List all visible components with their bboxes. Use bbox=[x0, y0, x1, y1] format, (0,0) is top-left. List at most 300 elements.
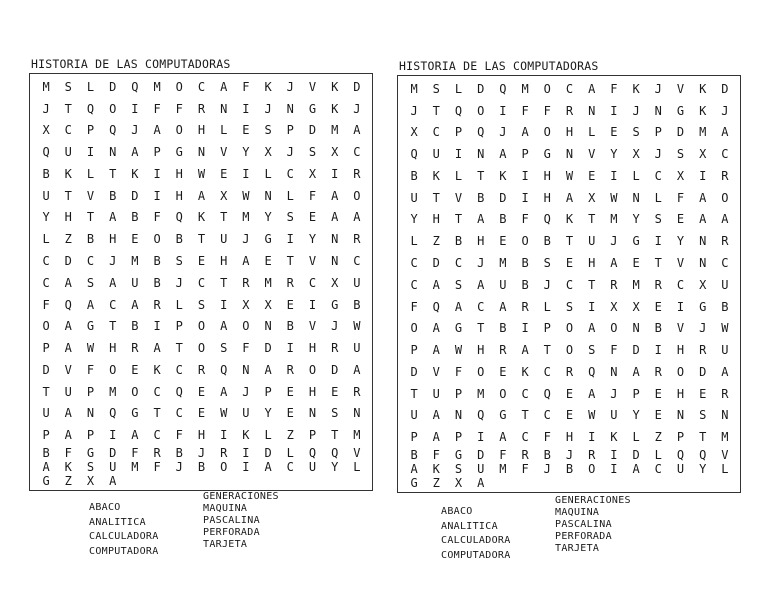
grid-letter: A bbox=[699, 190, 707, 205]
grid-letter: I bbox=[220, 428, 228, 443]
grid-letter: C bbox=[86, 253, 95, 268]
grid-letter: V bbox=[721, 447, 729, 462]
grid-letter: U bbox=[242, 406, 250, 421]
grid-letter: C bbox=[153, 428, 161, 443]
grid-letter: J bbox=[175, 275, 183, 290]
grid-letter: C bbox=[565, 81, 574, 96]
word-item: GENERACIONES bbox=[555, 495, 631, 506]
word-item: PERFORADA bbox=[555, 531, 612, 542]
grid-letter: D bbox=[353, 79, 361, 94]
grid-letter: H bbox=[64, 210, 72, 225]
grid-letter: L bbox=[721, 461, 729, 476]
grid-letter: A bbox=[264, 362, 272, 377]
grid-letter: B bbox=[521, 277, 529, 292]
grid-letter: K bbox=[64, 459, 72, 474]
grid-letter: J bbox=[477, 255, 485, 270]
grid-letter: G bbox=[131, 406, 139, 421]
grid-letter: B bbox=[353, 297, 361, 312]
grid-letter: V bbox=[353, 445, 361, 460]
grid-letter: S bbox=[699, 408, 707, 423]
grid-letter: U bbox=[610, 408, 618, 423]
grid-letter: D bbox=[331, 362, 339, 377]
grid-letter: E bbox=[264, 253, 272, 268]
grid-letter: F bbox=[242, 341, 250, 356]
word-item: ABACO bbox=[89, 502, 121, 513]
grid-letter: A bbox=[197, 188, 206, 203]
grid-letter: N bbox=[565, 147, 574, 162]
grid-letter: P bbox=[264, 384, 272, 399]
grid-letter: R bbox=[565, 364, 574, 379]
grid-letter: R bbox=[610, 277, 618, 292]
grid-letter: C bbox=[676, 277, 685, 292]
grid-letter: C bbox=[432, 125, 440, 140]
grid-letter: T bbox=[588, 212, 596, 227]
grid-letter: I bbox=[676, 299, 685, 314]
puzzle-title: HISTORIA DE LAS COMPUTADORAS bbox=[399, 59, 599, 73]
grid-letter: G bbox=[454, 321, 463, 336]
grid-letter: M bbox=[131, 459, 139, 474]
grid-letter: J bbox=[353, 101, 361, 116]
grid-letter: B bbox=[499, 212, 507, 227]
grid-letter: D bbox=[676, 125, 685, 140]
grid-letter: I bbox=[699, 168, 707, 183]
grid-letter: T bbox=[109, 166, 117, 181]
grid-letter: Z bbox=[64, 232, 72, 247]
grid-letter: I bbox=[331, 166, 339, 181]
grid-letter: K bbox=[331, 101, 339, 116]
grid-letter: Q bbox=[86, 101, 95, 116]
grid-letter: X bbox=[220, 188, 228, 203]
grid-letter: A bbox=[153, 123, 161, 138]
grid-letter: F bbox=[131, 445, 139, 460]
grid-letter: A bbox=[721, 212, 729, 227]
word-item: ANALITICA bbox=[441, 520, 498, 532]
grid-letter: F bbox=[153, 210, 161, 225]
grid-letter: O bbox=[565, 321, 574, 336]
grid-letter: D bbox=[632, 343, 640, 358]
grid-letter: A bbox=[721, 364, 729, 379]
grid-letter: K bbox=[432, 168, 440, 183]
grid-letter: T bbox=[432, 103, 440, 118]
grid-letter: E bbox=[565, 408, 574, 423]
grid-letter: T bbox=[477, 321, 485, 336]
grid-letter: P bbox=[175, 319, 183, 334]
grid-letter: A bbox=[153, 341, 161, 356]
grid-letter: T bbox=[454, 212, 463, 227]
grid-letter: L bbox=[86, 166, 95, 181]
grid-letter: G bbox=[543, 147, 551, 162]
grid-letter: K bbox=[197, 210, 206, 225]
grid-letter: M bbox=[499, 255, 507, 270]
grid-letter: U bbox=[131, 275, 139, 290]
grid-letter: E bbox=[588, 168, 596, 183]
grid-letter: B bbox=[543, 234, 551, 249]
grid-letter: A bbox=[588, 81, 596, 96]
grid-letter: N bbox=[308, 406, 317, 421]
grid-letter: T bbox=[565, 234, 574, 249]
grid-letter: X bbox=[86, 473, 95, 488]
grid-letter: R bbox=[588, 447, 596, 462]
grid-letter: J bbox=[543, 277, 551, 292]
grid-letter: A bbox=[353, 210, 361, 225]
grid-letter: P bbox=[86, 384, 95, 399]
grid-letter: J bbox=[499, 125, 507, 140]
grid-letter: S bbox=[86, 459, 95, 474]
grid-letter: S bbox=[220, 341, 228, 356]
grid-letter: C bbox=[543, 364, 551, 379]
grid-letter: O bbox=[565, 343, 574, 358]
grid-letter: P bbox=[86, 428, 95, 443]
grid-letter: M bbox=[242, 210, 250, 225]
grid-letter: I bbox=[131, 101, 139, 116]
grid-letter: A bbox=[64, 341, 72, 356]
grid-letter: X bbox=[331, 275, 339, 290]
grid-letter: N bbox=[477, 147, 485, 162]
grid-letter: Y bbox=[610, 147, 618, 162]
grid-letter: U bbox=[353, 275, 361, 290]
grid-letter: I bbox=[242, 459, 250, 474]
grid-letter: D bbox=[109, 79, 117, 94]
grid-letter: H bbox=[477, 343, 485, 358]
grid-letter: A bbox=[220, 384, 228, 399]
grid-letter: C bbox=[410, 255, 418, 270]
grid-letter: T bbox=[331, 428, 339, 443]
grid-letter: F bbox=[308, 188, 317, 203]
grid-letter: Z bbox=[432, 475, 440, 490]
grid-letter: X bbox=[632, 299, 640, 314]
grid-letter: A bbox=[521, 343, 529, 358]
grid-letter: L bbox=[543, 299, 551, 314]
grid-letter: R bbox=[286, 362, 294, 377]
grid-letter: A bbox=[699, 212, 707, 227]
grid-letter: I bbox=[588, 430, 596, 445]
grid-letter: I bbox=[286, 341, 294, 356]
grid-letter: O bbox=[543, 81, 551, 96]
grid-letter: A bbox=[588, 386, 596, 401]
grid-letter: V bbox=[308, 319, 317, 334]
grid-letter: J bbox=[721, 103, 729, 118]
grid-letter: B bbox=[42, 166, 50, 181]
grid-letter: I bbox=[153, 166, 161, 181]
grid-letter: I bbox=[477, 430, 485, 445]
grid-letter: I bbox=[499, 103, 507, 118]
grid-letter: U bbox=[721, 343, 729, 358]
grid-letter: J bbox=[286, 79, 294, 94]
grid-letter: R bbox=[353, 166, 361, 181]
grid-letter: U bbox=[676, 461, 685, 476]
grid-letter: T bbox=[175, 341, 183, 356]
grid-letter: N bbox=[264, 188, 272, 203]
grid-letter: I bbox=[521, 321, 529, 336]
grid-letter: V bbox=[308, 253, 317, 268]
grid-letter: J bbox=[197, 445, 206, 460]
grid-letter: J bbox=[331, 319, 339, 334]
grid-letter: Y bbox=[410, 212, 418, 227]
grid-letter: T bbox=[432, 190, 440, 205]
grid-letter: M bbox=[632, 277, 640, 292]
grid-letter: S bbox=[632, 125, 640, 140]
grid-letter: A bbox=[64, 406, 72, 421]
grid-letter: M bbox=[353, 428, 361, 443]
grid-letter: R bbox=[654, 277, 662, 292]
grid-letter: F bbox=[153, 101, 161, 116]
grid-letter: X bbox=[610, 299, 618, 314]
grid-letter: B bbox=[175, 232, 183, 247]
grid-letter: V bbox=[432, 364, 440, 379]
word-item: COMPUTADORA bbox=[89, 545, 159, 557]
grid-letter: F bbox=[610, 343, 618, 358]
grid-letter: F bbox=[521, 212, 529, 227]
grid-letter: J bbox=[175, 459, 183, 474]
grid-letter: N bbox=[699, 234, 707, 249]
puzzle-right bbox=[397, 59, 741, 499]
grid-letter: U bbox=[721, 277, 729, 292]
grid-letter: C bbox=[543, 408, 551, 423]
grid-letter: U bbox=[353, 341, 361, 356]
grid-letter: P bbox=[454, 125, 463, 140]
word-item: GENERACIONES bbox=[203, 491, 279, 502]
grid-letter: R bbox=[153, 297, 161, 312]
grid-letter: S bbox=[543, 255, 551, 270]
grid-letter: F bbox=[410, 299, 418, 314]
grid-letter: S bbox=[286, 210, 294, 225]
grid-letter: N bbox=[242, 362, 250, 377]
grid-letter: C bbox=[286, 459, 294, 474]
grid-letter: S bbox=[308, 145, 317, 160]
grid-letter: F bbox=[42, 297, 50, 312]
grid-letter: R bbox=[565, 103, 574, 118]
grid-letter: D bbox=[721, 81, 729, 96]
grid-letter: Y bbox=[308, 232, 317, 247]
grid-letter: H bbox=[175, 188, 183, 203]
grid-letter: R bbox=[220, 445, 228, 460]
grid-letter: C bbox=[454, 255, 463, 270]
grid-letter: E bbox=[286, 297, 294, 312]
grid-letter: C bbox=[109, 297, 117, 312]
grid-letter: N bbox=[654, 103, 662, 118]
grid-letter: R bbox=[197, 101, 206, 116]
grid-letter: I bbox=[153, 188, 161, 203]
grid-letter: B bbox=[153, 275, 161, 290]
grid-letter: O bbox=[220, 459, 228, 474]
grid-letter: B bbox=[721, 299, 729, 314]
grid-letter: D bbox=[64, 253, 72, 268]
grid-letter: O bbox=[353, 188, 361, 203]
grid-letter: A bbox=[610, 255, 618, 270]
grid-letter: Y bbox=[242, 145, 250, 160]
grid-letter: Q bbox=[308, 445, 317, 460]
grid-letter: L bbox=[410, 234, 418, 249]
grid-letter: T bbox=[220, 275, 228, 290]
word-list-column-1 bbox=[441, 505, 511, 563]
grid-letter: R bbox=[699, 343, 707, 358]
grid-letter: B bbox=[454, 234, 463, 249]
grid-letter: X bbox=[42, 123, 50, 138]
grid-letter: I bbox=[286, 232, 294, 247]
grid-letter: O bbox=[175, 79, 183, 94]
grid-letter: N bbox=[454, 408, 463, 423]
grid-letter: H bbox=[676, 386, 685, 401]
grid-letter: V bbox=[308, 79, 317, 94]
grid-letter: A bbox=[410, 461, 418, 476]
grid-letter: P bbox=[454, 430, 463, 445]
grid-letter: F bbox=[499, 447, 507, 462]
grid-letter: F bbox=[242, 79, 250, 94]
grid-letter: O bbox=[308, 362, 317, 377]
grid-letter: F bbox=[175, 428, 183, 443]
word-item: MAQUINA bbox=[203, 503, 248, 514]
grid-letter: W bbox=[610, 190, 618, 205]
grid-letter: G bbox=[86, 319, 95, 334]
grid-letter: J bbox=[632, 103, 640, 118]
grid-letter: S bbox=[565, 299, 574, 314]
word-item: CALCULADORA bbox=[89, 531, 159, 542]
grid-letter: I bbox=[654, 234, 662, 249]
grid-letter: S bbox=[86, 275, 95, 290]
grid-letter: H bbox=[565, 430, 574, 445]
grid-letter: O bbox=[543, 125, 551, 140]
grid-letter: P bbox=[410, 343, 418, 358]
grid-letter: E bbox=[676, 212, 685, 227]
grid-letter: W bbox=[220, 406, 228, 421]
grid-letter: Z bbox=[286, 428, 294, 443]
grid-letter: L bbox=[654, 447, 662, 462]
letter-grid bbox=[397, 75, 741, 493]
grid-letter: R bbox=[721, 386, 729, 401]
grid-letter: M bbox=[109, 384, 117, 399]
grid-letter: D bbox=[477, 447, 485, 462]
grid-letter: O bbox=[410, 321, 418, 336]
grid-letter: C bbox=[175, 406, 183, 421]
grid-letter: R bbox=[499, 343, 507, 358]
grid-letter: B bbox=[42, 445, 50, 460]
grid-letter: N bbox=[610, 364, 618, 379]
grid-letter: L bbox=[654, 190, 662, 205]
grid-letter: I bbox=[220, 297, 228, 312]
grid-letter: X bbox=[410, 125, 418, 140]
grid-letter: I bbox=[454, 147, 463, 162]
grid-letter: G bbox=[308, 101, 317, 116]
grid-letter: Q bbox=[499, 81, 507, 96]
grid-letter: A bbox=[109, 473, 117, 488]
grid-letter: P bbox=[632, 386, 640, 401]
grid-letter: Y bbox=[264, 406, 272, 421]
grid-letter: A bbox=[220, 79, 228, 94]
grid-letter: A bbox=[220, 319, 228, 334]
grid-letter: F bbox=[432, 447, 440, 462]
grid-letter: P bbox=[543, 321, 551, 336]
grid-letter: T bbox=[654, 255, 662, 270]
word-item: PASCALINA bbox=[555, 519, 612, 530]
grid-letter: Q bbox=[676, 447, 685, 462]
grid-letter: U bbox=[477, 461, 485, 476]
grid-letter: K bbox=[699, 103, 707, 118]
grid-letter: R bbox=[131, 341, 139, 356]
grid-letter: A bbox=[477, 277, 485, 292]
grid-letter: C bbox=[654, 168, 662, 183]
grid-letter: P bbox=[676, 430, 685, 445]
grid-letter: U bbox=[432, 386, 440, 401]
grid-letter: G bbox=[632, 234, 640, 249]
grid-letter: P bbox=[454, 386, 463, 401]
grid-letter: Z bbox=[64, 473, 72, 488]
word-item: COMPUTADORA bbox=[441, 549, 511, 561]
grid-letter: F bbox=[521, 103, 529, 118]
grid-letter: J bbox=[242, 232, 250, 247]
grid-letter: B bbox=[175, 445, 183, 460]
grid-letter: C bbox=[64, 123, 72, 138]
grid-letter: D bbox=[131, 188, 139, 203]
grid-letter: H bbox=[676, 343, 685, 358]
grid-letter: B bbox=[131, 319, 139, 334]
grid-letter: R bbox=[153, 445, 161, 460]
grid-letter: N bbox=[86, 406, 95, 421]
grid-letter: P bbox=[42, 341, 50, 356]
grid-letter: Q bbox=[175, 210, 183, 225]
grid-letter: J bbox=[264, 101, 272, 116]
grid-letter: E bbox=[131, 232, 139, 247]
grid-letter: Q bbox=[477, 408, 485, 423]
grid-letter: A bbox=[432, 321, 440, 336]
grid-letter: D bbox=[499, 190, 507, 205]
grid-letter: L bbox=[454, 168, 463, 183]
word-item: TARJETA bbox=[203, 539, 248, 550]
grid-letter: E bbox=[654, 299, 662, 314]
grid-letter: D bbox=[632, 447, 640, 462]
grid-letter: S bbox=[64, 79, 72, 94]
grid-letter: A bbox=[64, 319, 72, 334]
grid-letter: E bbox=[610, 125, 618, 140]
grid-letter: A bbox=[64, 428, 72, 443]
grid-letter: N bbox=[588, 103, 596, 118]
grid-letter: I bbox=[153, 319, 161, 334]
grid-letter: E bbox=[565, 386, 574, 401]
grid-letter: B bbox=[197, 459, 206, 474]
grid-letter: N bbox=[264, 319, 272, 334]
grid-letter: E bbox=[220, 166, 228, 181]
grid-letter: I bbox=[242, 101, 250, 116]
grid-letter: L bbox=[286, 188, 294, 203]
grid-letter: P bbox=[521, 147, 529, 162]
grid-letter: M bbox=[477, 386, 485, 401]
grid-letter: L bbox=[632, 168, 640, 183]
grid-letter: R bbox=[721, 168, 729, 183]
grid-letter: D bbox=[477, 81, 485, 96]
grid-letter: V bbox=[676, 81, 685, 96]
grid-letter: K bbox=[153, 362, 161, 377]
grid-letter: Q bbox=[543, 386, 551, 401]
grid-letter: J bbox=[610, 234, 618, 249]
grid-letter: Q bbox=[454, 103, 463, 118]
grid-letter: E bbox=[565, 255, 574, 270]
grid-letter: F bbox=[175, 101, 183, 116]
grid-letter: V bbox=[86, 188, 95, 203]
grid-letter: K bbox=[432, 461, 440, 476]
grid-letter: A bbox=[432, 343, 440, 358]
grid-letter: P bbox=[308, 428, 317, 443]
grid-letter: X bbox=[264, 297, 272, 312]
grid-letter: E bbox=[699, 386, 707, 401]
grid-letter: R bbox=[353, 232, 361, 247]
grid-letter: K bbox=[499, 168, 507, 183]
grid-letter: B bbox=[153, 253, 161, 268]
grid-letter: A bbox=[588, 321, 596, 336]
grid-letter: U bbox=[42, 406, 50, 421]
grid-letter: J bbox=[286, 145, 294, 160]
grid-letter: O bbox=[477, 103, 485, 118]
grid-letter: O bbox=[242, 319, 250, 334]
grid-letter: K bbox=[565, 212, 574, 227]
